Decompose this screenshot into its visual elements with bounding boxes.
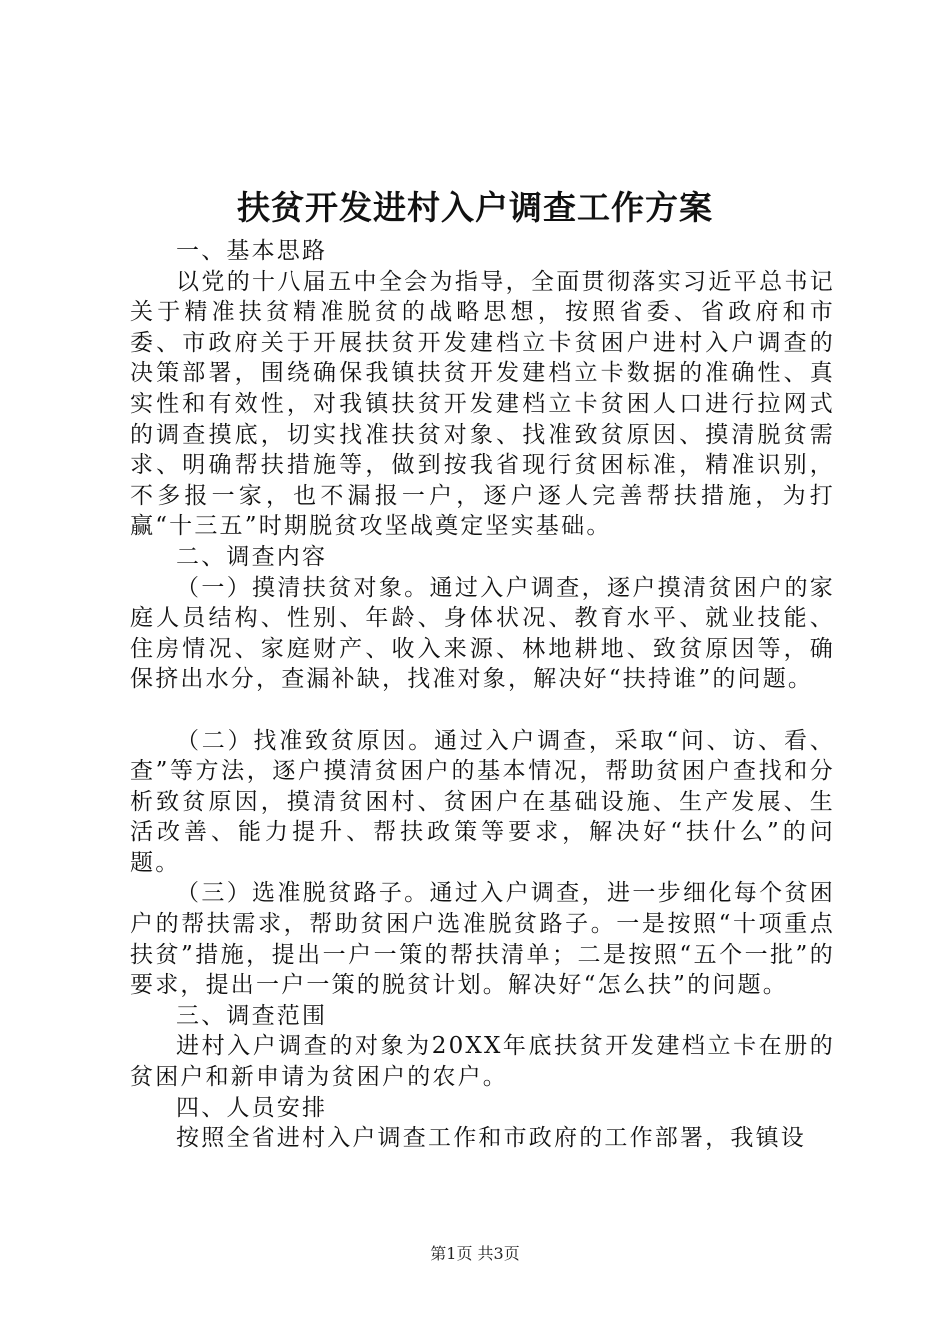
body-paragraph: 以党的十八届五中全会为指导，全面贯彻落实习近平总书记关于精准扶贫精准脱贫的战略思想，按照省委、省政府和市委、市政府关于开展扶贫开发建档立卡贫困户进村入户调查的决策部署，围绕确保我镇扶贫开发建档立卡数据的准确性、真实性和有效性，对我镇扶贫开发建档立卡贫困人口进行拉网式的调查摸底，切实找准扶贫对象、找准致贫原因、摸清脱贫需求、明确帮扶措施等，做到按我省现行贫困标准，精准识别，不多报一家，也不漏报一户，逐户逐人完善帮扶措施，为打赢“十三五”时期脱贫攻坚战奠定坚实基础。	[130, 268, 835, 540]
body-paragraph: 按照全省进村入户调查工作和市政府的工作部署，我镇设	[176, 1125, 806, 1152]
body-paragraph: （一）摸清扶贫对象。通过入户调查，逐户摸清贫困户的家庭人员结构、性别、年龄、身体状况、教育水平、就业技能、住房情况、家庭财产、收入来源、林地耕地、致贫原因等，确保挤出水分，查漏补缺，找准对象，解决好“扶持谁”的问题。	[130, 574, 835, 693]
section-heading: 一、基本思路	[176, 238, 328, 264]
section-heading: 四、人员安排	[176, 1094, 328, 1121]
document-body	[130, 236, 835, 1154]
page-footer: 第1页 共3页	[430, 1244, 520, 1263]
body-paragraph: 进村入户调查的对象为20XX年底扶贫开发建档立卡在册的贫困户和新申请为贫困户的农户。	[130, 1033, 835, 1091]
section-heading: 三、调查范围	[176, 1002, 328, 1029]
section-heading: 二、调查内容	[176, 543, 328, 570]
body-paragraph: （三）选准脱贫路子。通过入户调查，进一步细化每个贫困户的帮扶需求，帮助贫困户选准脱贫路子。一是按照“十项重点扶贫”措施，提出一户一策的帮扶清单；二是按照“五个一批”的要求，提出一户一策的脱贫计划。解决好“怎么扶”的问题。	[130, 880, 835, 999]
paragraph-gap	[130, 695, 835, 726]
body-paragraph: （二）找准致贫原因。通过入户调查，采取“问、访、看、查”等方法，逐户摸清贫困户的基本情况，帮助贫困户查找和分析致贫原因，摸清贫困村、贫困户在基础设施、生产发展、生活改善、能力提升、帮扶政策等要求，解决好“扶什么”的问题。	[130, 727, 835, 876]
document-title: 扶贫开发进村入户调查工作方案	[237, 188, 713, 227]
